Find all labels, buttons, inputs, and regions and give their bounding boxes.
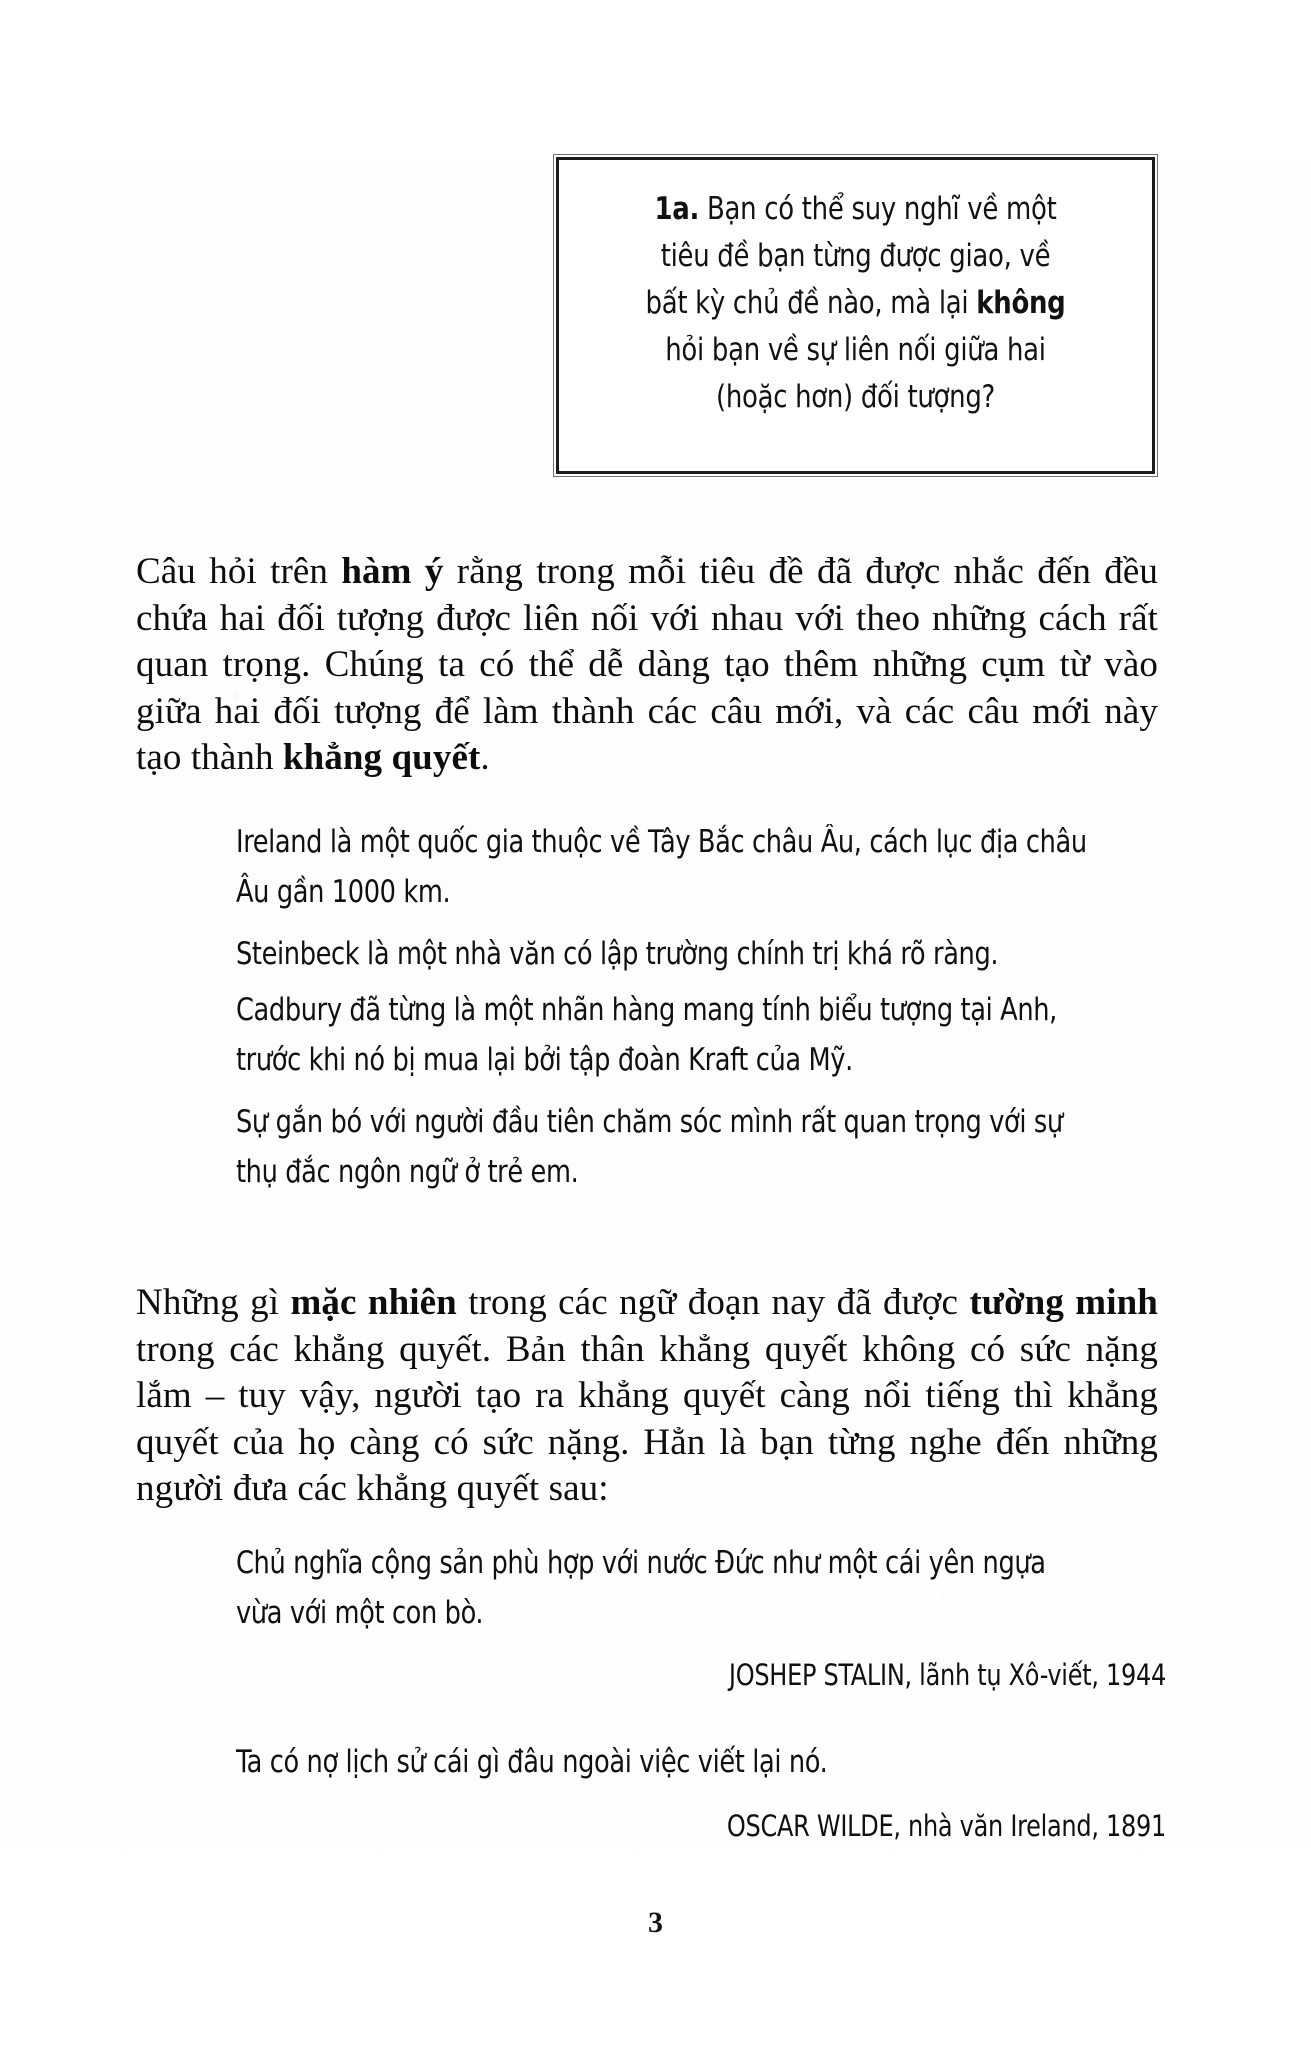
quote-attribution-stalin: JOSHEP STALIN, lãnh tụ Xô-viết, 1944 [728, 1658, 1166, 1692]
par2-bold-mac-nhien: mặc nhiên [290, 1282, 457, 1323]
body-paragraph-2 [136, 1280, 1158, 1513]
example-sentence-steinbeck: Steinbeck là một nhà văn có lập trường chính trị khá rõ ràng. [236, 936, 999, 972]
callout-question-text [602, 186, 1109, 421]
callout-line-4: hỏi bạn về sự liên nối giữa hai [665, 332, 1046, 368]
question-callout-box [556, 157, 1155, 474]
example-sentence-cadbury: Cadbury đã từng là một nhãn hàng mang tính biểu tượng tại Anh, trước khi nó bị mua lại bởi tập đoàn Kraft của Mỹ. [236, 992, 1057, 1078]
callout-line-5: (hoặc hơn) đối tượng? [716, 379, 995, 415]
page-number: 3 [648, 1906, 663, 1939]
callout-question-number: 1a. [654, 191, 700, 227]
quote-attribution-wilde: OSCAR WILDE, nhà văn Ireland, 1891 [726, 1809, 1166, 1843]
example-sentence-ireland: Ireland là một quốc gia thuộc về Tây Bắc châu Âu, cách lục địa châu Âu gần 1000 km. [236, 824, 1087, 910]
par2-bold-tuong-minh: tường minh [969, 1282, 1158, 1323]
quote-text-wilde: Ta có nợ lịch sử cái gì đâu ngoài việc viết lại nó. [236, 1744, 828, 1780]
par2-seg2: trong các ngữ đoạn nay đã được [456, 1282, 970, 1323]
callout-line-3a: bất kỳ chủ đề nào, mà lại [645, 285, 977, 321]
scan-ghosting [110, 380, 530, 427]
par1-seg1: Câu hỏi trên [136, 551, 342, 592]
par1-seg3: . [480, 737, 490, 778]
callout-line-2: tiêu đề bạn từng được giao, về [660, 238, 1051, 274]
example-sentence-attachment: Sự gắn bó với người đầu tiên chăm sóc mình rất quan trọng với sự thụ đắc ngôn ngữ ở trẻ em. [236, 1104, 1063, 1190]
callout-line-1: Bạn có thể suy nghĩ về một [699, 191, 1057, 227]
par2-seg3: trong các khẳng quyết. Bản thân khẳng quyết không có sức nặng lắm – tuy vậy, người tạo ra khẳng quyết càng nổi tiếng thì khẳng quyết của họ càng có sức nặng. Hẳn là bạn từng nghe đến những người đưa các khẳng quyết sau: [136, 1328, 1158, 1509]
body-paragraph-1 [136, 549, 1158, 782]
par2-seg1: Những gì [136, 1282, 291, 1323]
callout-emphasis-khong: không [976, 285, 1066, 321]
par1-bold-khang-quyet: khẳng quyết [282, 737, 481, 778]
par1-bold-ham-y: hàm ý [341, 551, 444, 592]
quote-text-stalin: Chủ nghĩa cộng sản phù hợp với nước Đức như một cái yên ngựa vừa với một con bò. [236, 1545, 1046, 1631]
par1-seg2: rằng trong mỗi tiêu đề đã được nhắc đến đều chứa hai đối tượng được liên nối với nhau với theo những cách rất quan trọng. Chúng ta có thể dễ dàng tạo thêm những cụm từ vào giữa hai đối tượng để làm thành các câu mới, và các câu mới này tạo thành [136, 551, 1158, 778]
